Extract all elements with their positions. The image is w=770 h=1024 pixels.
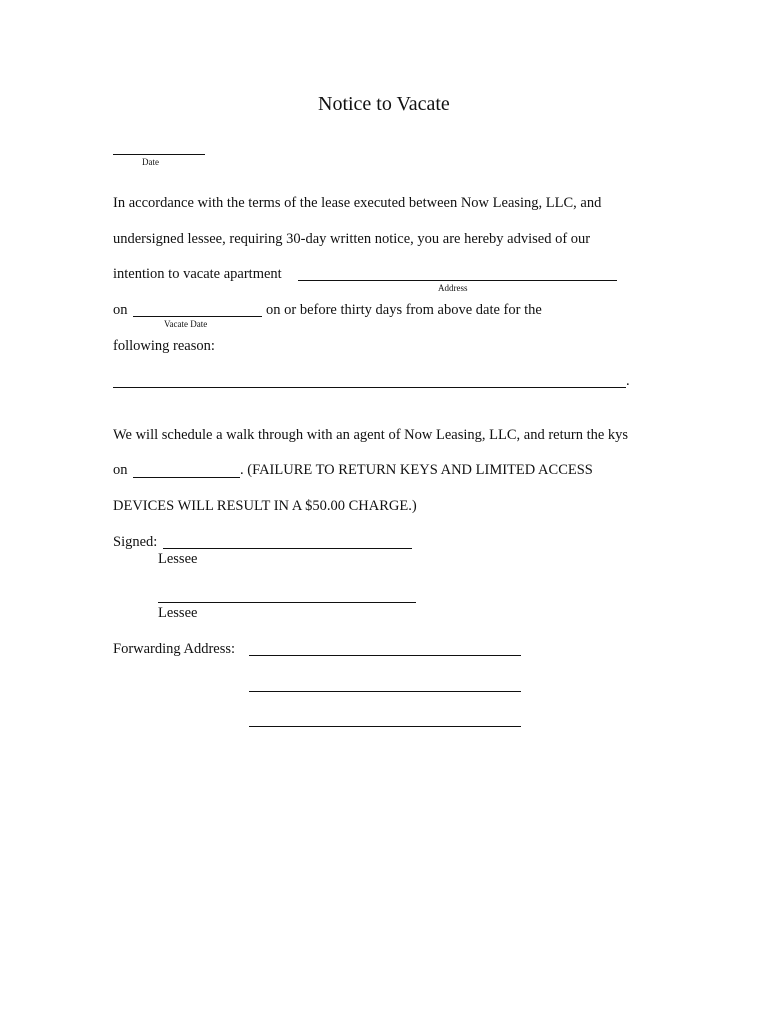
date-field-line[interactable]	[113, 154, 205, 155]
paragraph1-line1: In accordance with the terms of the lease executed between Now Leasing, LLC, and	[113, 195, 602, 211]
lessee-signature-line-1[interactable]	[163, 548, 412, 549]
paragraph1-line4-rest: on or before thirty days from above date for the	[266, 302, 542, 318]
lessee-signature-line-2[interactable]	[158, 602, 416, 603]
paragraph1-on-word: on	[113, 302, 128, 318]
key-return-date-field-line[interactable]	[133, 477, 240, 478]
date-label: Date	[142, 157, 159, 167]
paragraph2-on-word: on	[113, 462, 128, 478]
lessee-label-1: Lessee	[158, 551, 198, 567]
paragraph2-line1: We will schedule a walk through with an agent of Now Leasing, LLC, and return the kys	[113, 427, 629, 443]
address-label: Address	[438, 283, 468, 293]
lessee-label-2: Lessee	[158, 605, 198, 621]
vacate-date-label: Vacate Date	[164, 319, 208, 329]
signed-label: Signed:	[113, 534, 158, 550]
forwarding-address-line-3[interactable]	[249, 726, 521, 727]
paragraph2-line2-rest: . (FAILURE TO RETURN KEYS AND LIMITED ACCESS	[240, 462, 593, 478]
paragraph2-line3: DEVICES WILL RESULT IN A $50.00 CHARGE.)	[113, 498, 417, 514]
forwarding-address-label: Forwarding Address:	[113, 641, 236, 657]
vacate-date-field-line[interactable]	[133, 316, 262, 317]
reason-period: .	[626, 373, 630, 389]
forwarding-address-line-2[interactable]	[249, 691, 521, 692]
paragraph1-line3: intention to vacate apartment	[113, 266, 282, 282]
paragraph1-line5: following reason:	[113, 338, 215, 354]
apartment-address-field-line[interactable]	[298, 280, 617, 281]
reason-field-line[interactable]	[113, 387, 626, 388]
paragraph1-line2: undersigned lessee, requiring 30-day written notice, you are hereby advised of our	[113, 231, 591, 247]
forwarding-address-line-1[interactable]	[249, 655, 521, 656]
document-title: Notice to Vacate	[318, 93, 450, 115]
